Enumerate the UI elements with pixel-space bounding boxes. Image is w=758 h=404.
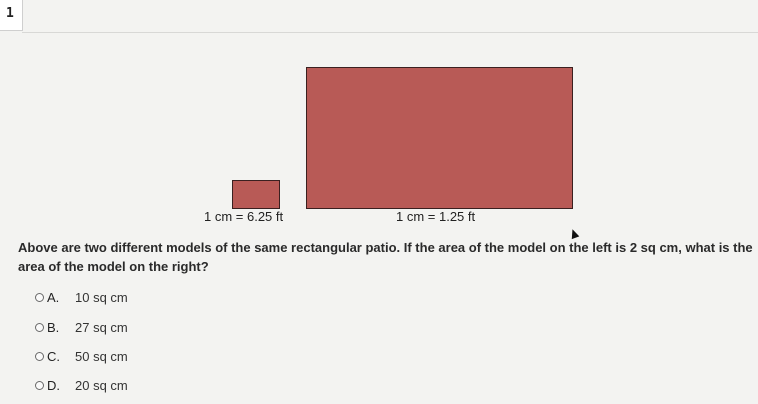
option-c-text: 50 sq cm (75, 348, 128, 364)
radio-button-d[interactable] (35, 381, 44, 390)
right-model-scale-label: 1 cm = 1.25 ft (396, 209, 476, 224)
divider (22, 32, 758, 33)
radio-button-c[interactable] (35, 352, 44, 361)
option-a-letter: A. (47, 289, 60, 305)
option-d-text: 20 sq cm (75, 377, 128, 393)
right-patio-model (306, 67, 573, 209)
question-number: 1 (6, 6, 14, 21)
radio-button-a[interactable] (35, 293, 44, 302)
question-text: Above are two different models of the same rectangular patio. If the area of the model on the left is 2 sq cm, what is the area of the model on the right? (18, 240, 753, 274)
option-b[interactable] (35, 318, 128, 336)
option-b-letter: B. (47, 319, 60, 335)
option-a[interactable] (35, 288, 128, 306)
radio-button-b[interactable] (35, 323, 44, 332)
option-c[interactable] (35, 347, 128, 365)
question-number-box (0, 0, 23, 31)
option-b-text: 27 sq cm (75, 319, 128, 335)
left-patio-model (232, 180, 280, 209)
option-d-letter: D. (47, 377, 60, 393)
option-c-letter: C. (47, 348, 60, 364)
option-d[interactable] (35, 376, 128, 394)
left-model-scale-label: 1 cm = 6.25 ft (204, 209, 284, 224)
option-a-text: 10 sq cm (75, 289, 128, 305)
